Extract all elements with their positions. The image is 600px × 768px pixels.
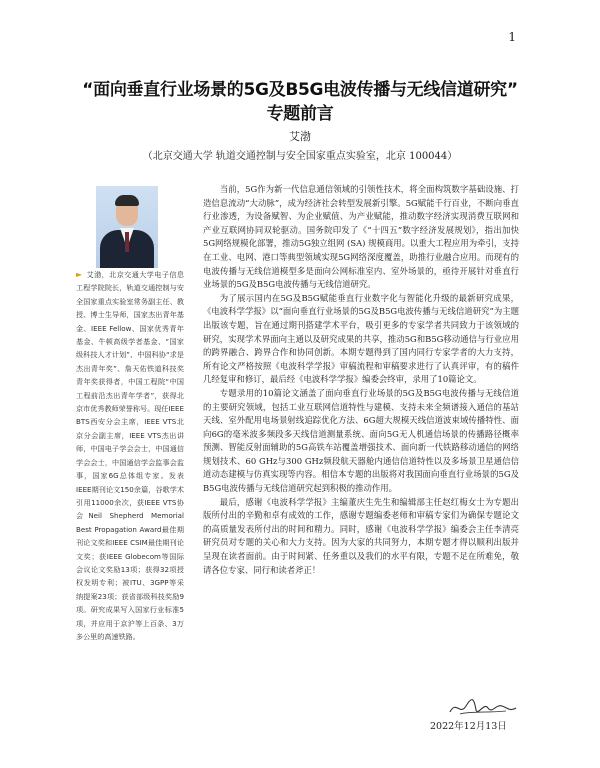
paragraph-2: 为了展示国内在5G及B5G赋能垂直行业数字化与智能化升级的最新研究成果，《电波科学学报》以“面向垂直行业场景的5G及B5G电波传播与无线信道研究”为主题出版该专题，旨在通过期刊搭建学术平台，吸引更多的专家学者共同致力于该领域的研究，实现学术界面向主通以及研究成果的共享，推动5G和B5G移动通信与行业应用的跨界融合、跨界合作和协同创新。本期专题得到了国内同行专家学者的大力支持，所有论文严格按照《电波科学学报》审稿流程和审稿要求进行了认真评审，有的稿件几经复审和修订，最后经《电波科学学报》编委会终审，录用了10篇论文。 xyxy=(203,292,519,385)
page-number: 1 xyxy=(508,30,516,44)
bio-text: 艾渤，北京交通大学电子信息工程学院院长，轨道交通控制与安全国家重点实验室常务副主任、教授、博士生导师，国家杰出青年基金、IEEE Fellow、国家优秀青年基金、牛顿高级学者基金、“国家级科技人才计划”、中国科协“求是杰出青年奖”、詹天佑铁道科技奖青年奖获得者，中国工程院“中国工程前沿杰出青年学者”，获得北京市优秀教师荣誉称号。现任IEEE BTS西安分会主席，IEEE VTS北京分会副主席，IEEE VTS杰出讲师，中国电子学会会士，中国通信学会会士，中国通信学会监事会监事，国家6G总体组专家。发表IEEE期刊论文150余篇，谷歌学术引用11000余次，获IEEE VTS协会Neil Shepherd Memorial Best Propagation Award最佳期刊论文奖和IEEE CSIM最佳期刊论文奖；获IEEE Globecom等国际会议论文奖励13项；获得32项授权发明专利；被ITU、3GPP等采纳提案23项；获省部级科技奖励9项。研究成果写入国家行业标准5项，并应用于京沪等上百条、3万多公里的高速铁路。 xyxy=(76,270,184,641)
date: 2022年12月13日 xyxy=(430,721,507,732)
signature-icon xyxy=(446,694,518,720)
paragraph-1: 当前，5G作为新一代信息通信领域的引领性技术，将全面构筑数字基础设施、打造信息流动“大动脉”，成为经济社会转型发展新引擎。5G赋能千行百业，不断向垂直行业渗透，为设备赋智、为企业赋值、为产业赋能，推动数字经济实现消费互联网和产业互联网协同双轮驱动。国务院印发了《“十四五”数字经济发展规划》，指出加快5G网络规模化部署，推动5G独立组网 (SA) 规模商用。以重大工程应用为牵引，支持在工业、电网、港口等典型领域实现5G网络深度覆盖，助推行业融合应用。而现有的电波传播与无线信道模型多是面向公网标准室内、室外场景的，亟待开展针对垂直行业场景的5G及B5G电波传播与无线信道研究。 xyxy=(203,184,519,290)
paragraph-3: 专题录用的10篇论文涵盖了面向垂直行业场景的5G及B5G电波传播与无线信道的主要研究领域，包括工业互联网信道特性与建模、支持未来全频谱接入通信的基站天线、室外配用电场景射线追踪优化方法、6G超大规模天线信道波束域传播特性、面向6G的毫米波多频段多天线信道测量系统、面向5G无人机通信场景的传播路径概率预测、智能反射面辅助的5G高铁车站覆盖增强技术、面向新一代铁路移动通信的网络规划技术、60 GHz与300 GHz频段航天器舱内通信信道特性以及多场景卫星通信信道动态建模与仿真实现等内容。相信本专题的出版将对我国面向垂直行业场景的5G及B5G电波传播与无线信道研究起到积极的推动作用。 xyxy=(203,387,519,494)
paper-title xyxy=(0,78,600,126)
preface-body xyxy=(203,183,519,577)
title-line-2: 专题前言 xyxy=(266,104,334,124)
portrait-hair xyxy=(115,195,139,206)
portrait-tie xyxy=(125,232,129,252)
author-bio xyxy=(76,268,184,643)
author-portrait-icon xyxy=(96,186,158,268)
title-line-1: “面向垂直行业场景的5G及B5G电波传播与无线信道研究” xyxy=(82,80,518,100)
paragraph-4: 最后，感谢《电波科学学报》主编董庆生先生和编辑部主任赵红梅女士为专题出版所付出的辛勤和卓有成效的工作，感谢专题编委老师和审稿专家们为确保专题论文的高质量发表所付出的时间和精力。同时，感谢《电波科学学报》编委会主任李清亮研究员对专题的关心和大力支持。因为大家的共同努力，本期专题才得以顺利出版并呈现在读者面前。由于时间紧、任务重以及我们的水平有限，专题不足在所难免，敬请各位专家、同行和读者斧正！ xyxy=(203,496,519,575)
affiliation: （北京交通大学 轨道交通控制与安全国家重点实验室，北京 100044） xyxy=(142,151,458,162)
author-name: 艾渤 xyxy=(289,130,311,143)
bio-arrow-icon: ► xyxy=(76,270,83,279)
